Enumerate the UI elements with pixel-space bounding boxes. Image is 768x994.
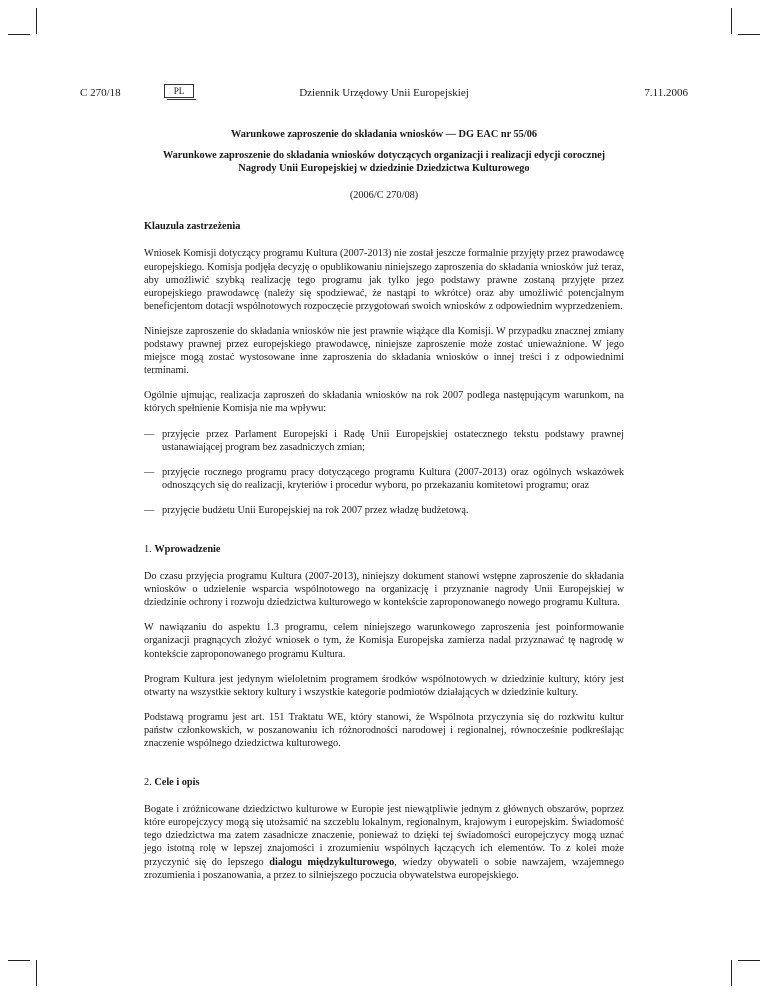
list-item	[144, 466, 624, 492]
document-title: Warunkowe zaproszenie do składania wniosków — DG EAC nr 55/06	[230, 129, 537, 140]
section-title: Cele i opis	[154, 777, 200, 789]
document-subtitle: Warunkowe zaproszenie do składania wniosków dotyczących organizacji i realizacji edycji corocznej Nagrody Unii Europejskiej w dziedzinie Dziedzictwa Kulturowego	[162, 150, 606, 175]
paragraph-text: Bogate i zróżnicowane dziedzictwo kulturowe w Europie jest niewątpliwie jednym z głównych obszarów, poprzez które europejczycy mogą się utożsamić na szczeblu lokalnym, regionalnym, krajowym i europejskim. Świadomość tego dziedzictwa ma zatem zasadnicze znaczenie, ponieważ to dzięki tej świadomości europejczycy mogą uznać jego istotną rolę w lepszej znajomości i zrozumieniu wspólnych łączących ich elementów. To z kolei może przyczynić się do lepszego	[144, 804, 624, 868]
list-item-text: przyjęcie budżetu Unii Europejskiej na rok 2007 przez władzę budżetową.	[162, 504, 469, 516]
list-item	[144, 504, 624, 517]
paragraph	[144, 803, 624, 882]
publication-date: 7.11.2006	[644, 87, 688, 99]
dash-marker: —	[144, 466, 155, 478]
dash-marker: —	[144, 428, 155, 440]
paragraph: Ogólnie ujmując, realizacja zaproszeń do składania wniosków na rok 2007 podlega następującym warunkom, na których spełnienie Komisja nie ma wpływu:	[144, 390, 624, 415]
crop-mark	[36, 960, 37, 986]
paragraph: Program Kultura jest jedynym wieloletnim programem środków wspólnotowych w dziedzinie kultury, który jest otwarty na wszystkie sektory kultury i wszystkie kategorie podmiotów działających w dziedzinie kultury.	[144, 673, 624, 698]
paragraph: W nawiązaniu do aspektu 1.3 programu, celem niniejszego warunkowego zaproszenia jest poinformowanie organizacji pragnących złożyć wniosek o tym, że Komisja Europejska zamierza nadal przyznawać tę nagrodę w kontekście zaproponowanego programu Kultura.	[144, 622, 624, 660]
list-item	[144, 428, 624, 454]
disclaimer-heading: Klauzula zastrzeżenia	[144, 221, 241, 233]
document-body	[144, 128, 624, 894]
crop-mark	[36, 8, 37, 34]
paragraph-text: , wiedzy obywateli o sobie nawzajem, wzajemnego zrozumienia i poszanowania, a przez to silniejszego poczucia obywatelstwa europejskiego.	[144, 856, 624, 881]
page-reference: C 270/18	[80, 87, 121, 99]
crop-mark	[8, 34, 30, 35]
paragraph: Podstawą programu jest art. 151 Traktatu WE, który stanowi, że Wspólnota przyczynia się do rozkwitu kultur państw członkowskich, w poszanowaniu ich różnorodności narodowej i regionalnej, równocześnie podkreślając znaczenie wspólnego dziedzictwa kulturowego.	[144, 711, 624, 749]
section-number: 2.	[144, 777, 152, 789]
crop-mark	[731, 960, 732, 986]
section-number: 1.	[144, 543, 152, 555]
paragraph: Do czasu przyjęcia programu Kultura (2007-2013), niniejszy dokument stanowi wstępne zaproszenie do składania wniosków o udzielenie wsparcia wspólnotowego na organizację i przyznanie nagrody Unii Europejskiej w dziedzinie ochrony i rozwoju dziedzictwa kulturowego w kontekście zaproponowanego nowego programu Kultura.	[144, 571, 624, 609]
section-heading	[144, 543, 624, 556]
crop-mark	[738, 960, 760, 961]
crop-mark	[731, 8, 732, 34]
page-header	[80, 84, 688, 104]
list-item-text: przyjęcie przez Parlament Europejski i Radę Unii Europejskiej ostatecznego tekstu podstawy prawnej ustanawiającej program bez zasadniczych zmian;	[162, 428, 624, 453]
section-title: Wprowadzenie	[154, 543, 221, 555]
crop-mark	[738, 34, 760, 35]
crop-mark	[8, 960, 30, 961]
dash-marker: —	[144, 504, 155, 516]
section-heading	[144, 776, 624, 789]
language-badge: PL	[164, 84, 194, 98]
journal-title: Dziennik Urzędowy Unii Europejskiej	[299, 87, 469, 99]
paragraph: Wniosek Komisji dotyczący programu Kultura (2007-2013) nie został jeszcze formalnie przyjęty przez prawodawcę europejskiego. Komisja podjęła decyzję o opublikowaniu niniejszego zaproszenia do składania wniosków już teraz, aby umożliwić szybką realizację tego programu jak tylko jego podstawy prawne zostaną przyjęte przez europejskiego prawodawcę (należy się spodziewać, że nastąpi to wkrótce) oraz aby umożliwić potencjalnym beneficjentom dotacji wspólnotowych rozpoczęcie przygotowań swoich wniosków z odpowiednim wyprzedzeniem.	[144, 248, 624, 312]
document-reference: (2006/C 270/08)	[349, 190, 419, 202]
paragraph: Niniejsze zaproszenie do składania wniosków nie jest prawnie wiążące dla Komisji. W przypadku znacznej zmiany podstawy prawnej przez europejskiego prawodawcę, niniejsze zaproszenie może zostać unieważnione. W jego miejsce mogą zostać wystosowane inne zaproszenia do składania wniosków o innej treści i z odpowiednimi terminami.	[144, 325, 624, 377]
list-item-text: przyjęcie rocznego programu pracy dotyczącego programu Kultura (2007-2013) oraz ogólnych wskazówek odnoszących się do realizacji, kryteriów i procedur wyboru, po przekazaniu komitetowi programu; oraz	[162, 466, 624, 491]
emphasis-text: dialogu międzykulturowego	[269, 856, 395, 868]
